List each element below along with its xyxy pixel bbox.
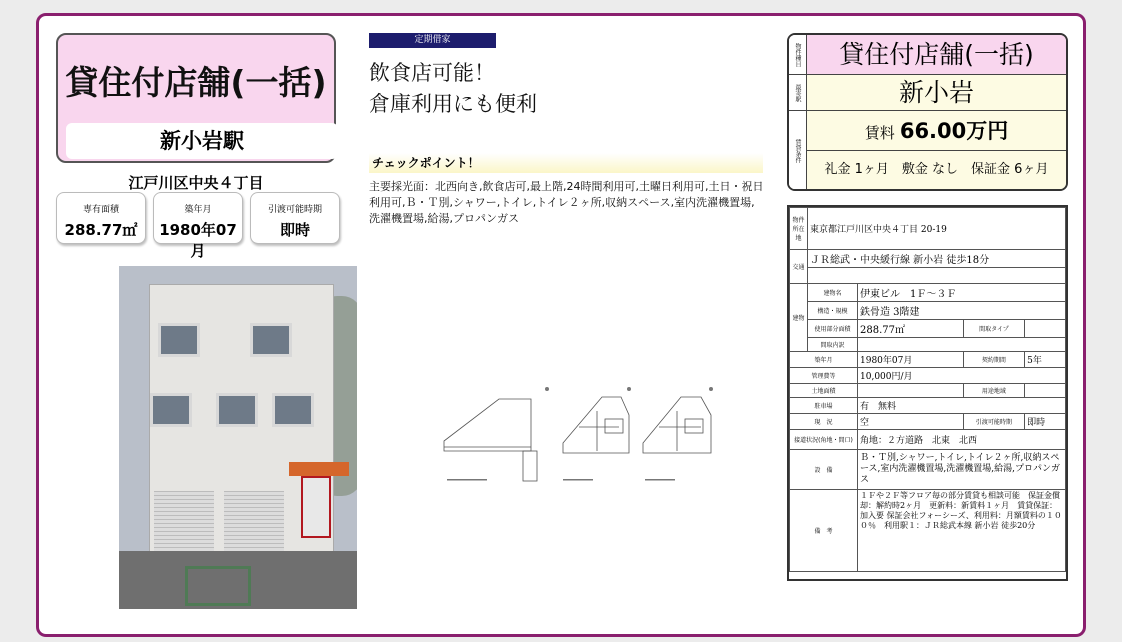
rent-prefix: 賃料 [864, 124, 895, 142]
layout-detail-label: 間取内訳 [808, 338, 858, 352]
key-info-block [787, 33, 1068, 191]
land-area-label: 土地面積 [790, 384, 858, 398]
remarks-value: １Ｆや２Ｆ等フロア毎の部分賃貸も相談可能 保証金償却：解約時2ヶ月 更新料：新賃料１ヶ月 賃貸保証：加入要 保証会社フォーシーズ、利用料：月額賃料の１００％ 利用駅１：ＪＲ総武本線 新小岩 徒歩20分 [858, 490, 1066, 572]
check-point-text: 主要採光面：北西向き,飲食店可,最上階,24時間利用可,土曜日利用可,土日・祝日利用可,Ｂ・Ｔ別,シャワー,トイレ,トイレ２ヶ所,収納スペース,室内洗濯機置場,洗濯機置場,給湯,プロパンガス [369, 180, 764, 225]
mgmt-fee-value: 10,000円/月 [858, 368, 1066, 384]
rent-cell [807, 111, 1066, 151]
fees-text: 礼金 1ヶ月 敷金 なし 保証金 6ヶ月 [824, 162, 1049, 177]
used-area-label: 使用部分面積 [808, 320, 858, 338]
summary-built-value: 1980年07月 [159, 221, 237, 260]
equipment-value: Ｂ・Ｔ別,シャワー,トイレ,トイレ２ヶ所,収納スペース,室内洗濯機置場,洗濯機置場,給湯,プロパンガス [858, 450, 1066, 490]
catch-copy [369, 58, 759, 120]
summary-handover-card [250, 192, 340, 244]
catch-line-1: 飲食店可能！ [369, 61, 495, 85]
equipment-label: 設 備 [790, 450, 858, 490]
remarks-label: 備 考 [790, 490, 858, 572]
type-value: 貸住付店舗(一括) [839, 40, 1034, 69]
station-value-right: 新小岩 [898, 78, 974, 107]
structure-label: 構造・規模 [808, 302, 858, 320]
building-photo [119, 266, 357, 609]
floor-plan-image [419, 371, 744, 501]
building-name-value: 伊東ビル 1Ｆ～３Ｆ [858, 284, 1066, 302]
location-label: 物件所在地 [790, 208, 808, 250]
zoning-label: 用途地域 [963, 384, 1024, 398]
building-label: 建物 [790, 284, 808, 352]
conditions-label: 賃貸条件 [789, 111, 807, 191]
lease-type-badge: 定期借家 [369, 33, 496, 48]
summary-handover-value: 即時 [279, 221, 310, 239]
parking-value: 有 無料 [858, 398, 1066, 414]
summary-built-card [153, 192, 243, 260]
summary-area-value: 288.77㎡ [64, 221, 138, 239]
contract-label: 契約期間 [963, 352, 1024, 368]
location-value: 東京都江戸川区中央４丁目 20-19 [808, 208, 1066, 250]
details-table [787, 205, 1068, 581]
station-label: 新小岩駅 [66, 123, 338, 159]
flyer-frame [36, 13, 1086, 637]
mgmt-fee-label: 管理費等 [790, 368, 858, 384]
built-label: 築年月 [790, 352, 858, 368]
built-value: 1980年07月 [858, 352, 964, 368]
status-value: 空 [858, 414, 964, 430]
parking-label: 駐車場 [790, 398, 858, 414]
contract-value: 5年 [1025, 352, 1066, 368]
check-point-heading: チェックポイント！ [369, 153, 763, 173]
title-card [56, 33, 336, 163]
road-access-label: 接道状況(角地・間口) [790, 430, 858, 450]
traffic-label: 交通 [790, 250, 808, 284]
property-type-title: 貸住付店舗(一括) [65, 63, 327, 102]
status-label: 現 況 [790, 414, 858, 430]
rent-value: 66.00万円 [899, 119, 1009, 143]
structure-value: 鉄骨造 3階建 [858, 302, 1066, 320]
type-label: 物件種目 [789, 35, 807, 74]
summary-built-label: 築年月 [184, 205, 212, 215]
station-label-right: 最寄駅 [789, 75, 807, 110]
summary-area-card [56, 192, 146, 244]
layout-type-label: 間取タイプ [963, 320, 1024, 338]
used-area-value: 288.77㎡ [858, 320, 964, 338]
building-name-label: 建物名 [808, 284, 858, 302]
road-access-value: 角地：２方道路 北東 北西 [858, 430, 1066, 450]
handover-value: 即時 [1025, 414, 1066, 430]
traffic-value: ＪＲ総武・中央緩行線 新小岩 徒歩18分 [808, 250, 1066, 268]
catch-line-2: 倉庫利用にも便利 [369, 92, 537, 116]
summary-handover-label: 引渡可能時期 [267, 205, 322, 215]
summary-area-label: 専有面積 [82, 205, 119, 215]
address-short: 江戸川区中央４丁目 [128, 174, 264, 192]
handover-label: 引渡可能時期 [963, 414, 1024, 430]
